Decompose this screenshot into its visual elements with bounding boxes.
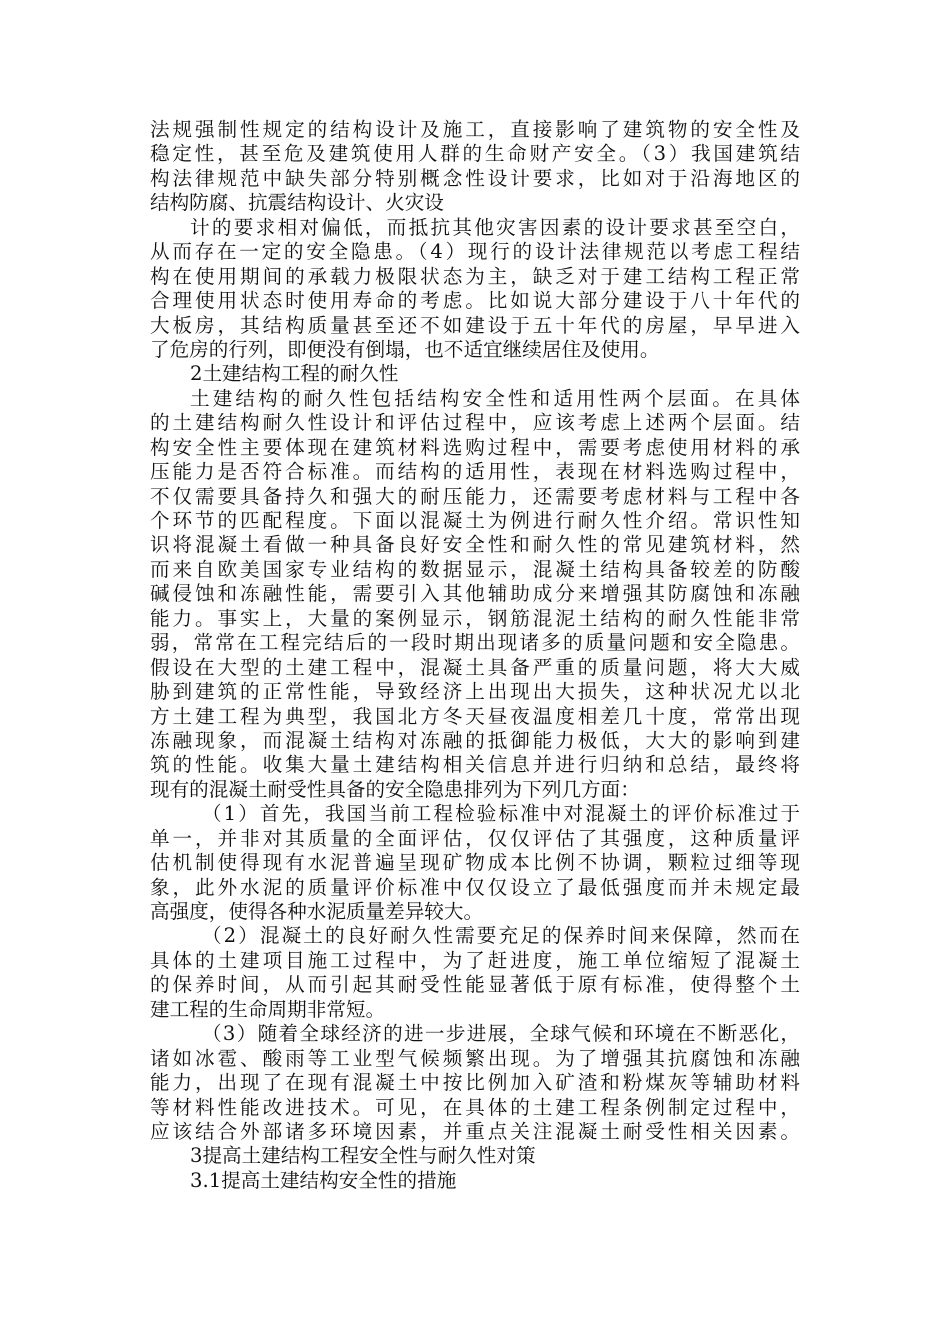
text-line: 应该结合外部诸多环境因素，并重点关注混凝土耐受性相关因素。 [150,1119,800,1143]
text-line: 个环节的匹配程度。下面以混凝土为例进行耐久性介绍。常识性知 [150,509,800,532]
text-line: 弱，常常在工程完结后的一段时期出现诸多的质量问题和安全隐患。 [150,631,800,655]
text-line: 估机制使得现有水泥普遍呈现矿物成本比例不协调，颗粒过细等现 [150,851,800,875]
text-line: 具体的土建项目施工过程中，为了赶进度，施工单位缩短了混凝土 [150,948,800,972]
text-line: 稳定性，甚至危及建筑使用人群的生命财产安全。（3）我国建筑结 [150,142,800,166]
text-line: 构安全性主要体现在建筑材料选购过程中，需要考虑使用材料的承 [150,435,800,459]
text-line: 的土建结构耐久性设计和评估过程中，应该考虑上述两个层面。结 [150,411,800,435]
text-line: 高强度，使得各种水泥质量差异较大。 [150,900,484,923]
text-line: 不仅需要具备持久和强大的耐压能力，还需要考虑材料与工程中各 [150,484,800,508]
text-line: 结构防腐、抗震结构设计、火灾设 [150,191,444,215]
text-line: 能力，出现了在现有混凝土中按比例加入矿渣和粉煤灰等辅助材料 [150,1071,800,1095]
text-line: 识将混凝土看做一种具备良好安全性和耐久性的常见建筑材料，然 [150,533,800,557]
text-line: 诸如冰雹、酸雨等工业型气候频繁出现。为了增强其抗腐蚀和冻融 [150,1046,800,1070]
text-line: 胁到建筑的正常性能，导致经济上出现出大损失，这种状况尤以北 [150,680,800,704]
text-line: 土建结构的耐久性包括结构安全性和适用性两个层面。在具体 [190,386,800,410]
text-line: 建工程的生命周期非常短。 [150,997,386,1021]
text-line: 方土建工程为典型，我国北方冬天昼夜温度相差几十度，常常出现 [150,704,800,728]
text-line: 构法律规范中缺失部分特别概念性设计要求，比如对于沿海地区的 [150,166,800,190]
text-line: 3提高土建结构工程安全性与耐久性对策 [190,1144,536,1168]
text-line: 3.1提高土建结构安全性的措施 [190,1168,457,1192]
text-line: 大板房，其结构质量甚至还不如建设于五十年代的房屋，早早进入 [150,313,800,337]
text-line: 现有的混凝土耐受性具备的安全隐患排列为下列几方面： [150,777,640,801]
text-line: 而来自欧美国家专业结构的数据显示，混凝土结构具备较差的防酸 [150,557,800,581]
text-line: 压能力是否符合标准。而结构的适用性，表现在材料选购过程中， [150,460,800,484]
text-line: 法规强制性规定的结构设计及施工，直接影响了建筑物的安全性及 [150,118,800,141]
document-body [150,118,800,1193]
text-line: 象，此外水泥的质量评价标准中仅仅设立了最低强度而并未规定最 [150,875,800,899]
text-line: （3）随着全球经济的进一步进展，全球气候和环境在不断恶化， [202,1022,800,1046]
text-line: 冻融现象，而混凝土结构对冻融的抵御能力极低，大大的影响到建 [150,728,800,752]
text-line: 单一，并非对其质量的全面评估，仅仅评估了其强度，这种质量评 [150,826,800,850]
text-line: 2土建结构工程的耐久性 [190,362,399,386]
text-line: 计的要求相对偏低，而抵抗其他灾害因素的设计要求甚至空白， [190,215,800,239]
text-line: 碱侵蚀和冻融性能，需要引入其他辅助成分来增强其防腐蚀和冻融 [150,582,800,606]
text-line: 等材料性能改进技术。可见，在具体的土建工程条例制定过程中， [150,1095,800,1119]
text-line: （1）首先，我国当前工程检验标准中对混凝土的评价标准过于 [202,802,800,826]
text-line: 构在使用期间的承载力极限状态为主，缺乏对于建工结构工程正常 [150,264,800,288]
text-line: 从而存在一定的安全隐患。（4）现行的设计法律规范以考虑工程结 [150,240,800,264]
text-line: 筑的性能。收集大量土建结构相关信息并进行归纳和总结，最终将 [150,753,800,777]
text-line: 假设在大型的土建工程中，混凝土具备严重的质量问题，将大大威 [150,655,800,679]
text-line: 合理使用状态时使用寿命的考虑。比如说大部分建设于八十年代的 [150,289,800,313]
text-line: （2）混凝土的良好耐久性需要充足的保养时间来保障，然而在 [202,924,800,948]
text-line: 了危房的行列，即便没有倒塌，也不适宜继续居住及使用。 [150,337,660,361]
text-line: 能力。事实上，大量的案例显示，钢筋混泥土结构的耐久性能非常 [150,606,800,630]
text-line: 的保养时间，从而引起其耐受性能显著低于原有标准，使得整个土 [150,973,800,997]
